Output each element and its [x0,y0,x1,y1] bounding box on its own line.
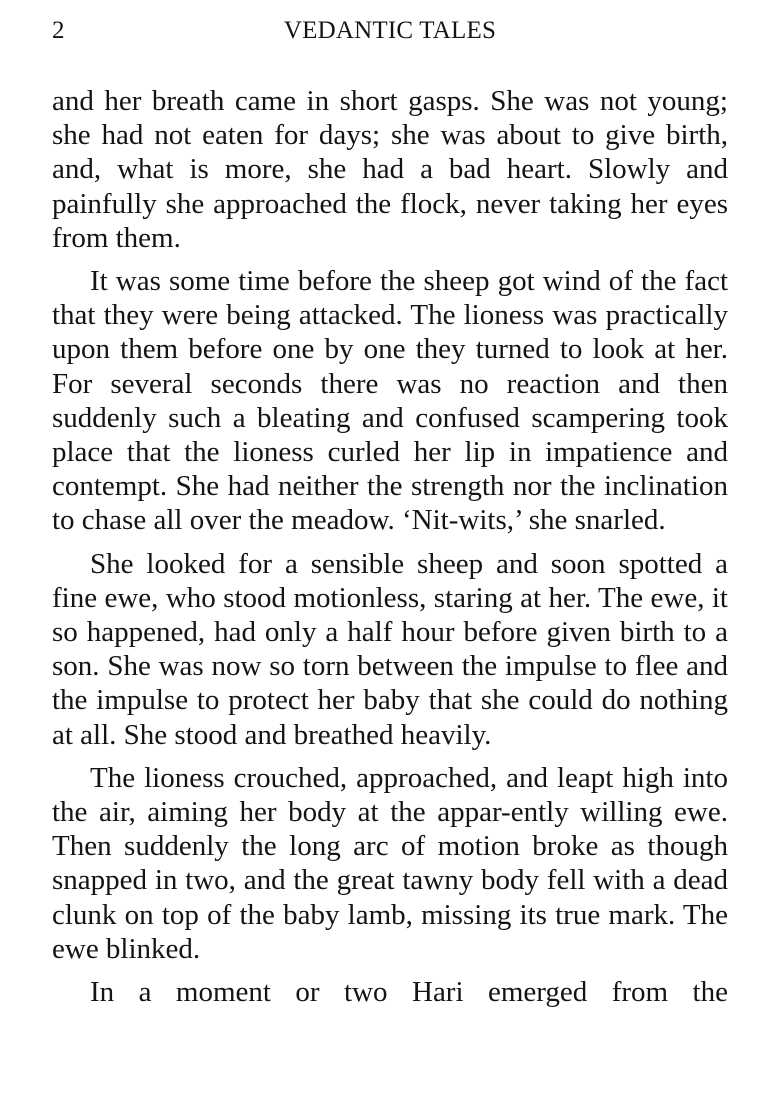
paragraph-2: It was some time before the sheep got wind of the fact that they were being attacked. The lioness was practically upon them before one by one they turned to look at her. For several seconds there was no reaction and then suddenly such a bleating and confused scampering took place that the lioness curled her lip in impatience and contempt. She had neither the strength nor the inclination to chase all over the meadow. ‘Nit-wits,’ she snarled. [52,265,728,537]
running-head [52,14,728,48]
paragraph-1: and her breath came in short gasps. She was not young; she had not eaten for days; she was about to give birth, and, what is more, she had a bad heart. Slowly and painfully she approached the flock, never taking her eyes from them. [52,85,728,254]
book-title: VEDANTIC TALES [283,17,497,44]
paragraph-5: In a moment or two Hari emerged from the [90,976,728,1009]
page-number: 2 [52,17,65,44]
body-text [52,84,728,1018]
paragraph-4: The lioness crouched, approached, and leapt high into the air, aiming her body at the appar-ently willing ewe. Then suddenly the long arc of motion broke as though snapped in two, and the great tawny body fell with a dead clunk on top of the baby lamb, missing its true mark. The ewe blinked. [52,761,728,965]
paragraph-3: She looked for a sensible sheep and soon spotted a fine ewe, who stood motionless, staring at her. The ewe, it so happened, had only a half hour before given birth to a son. She was now so torn between the impulse to flee and the impulse to protect her baby that she could do nothing at all. She stood and breathed heavily. [52,547,728,751]
